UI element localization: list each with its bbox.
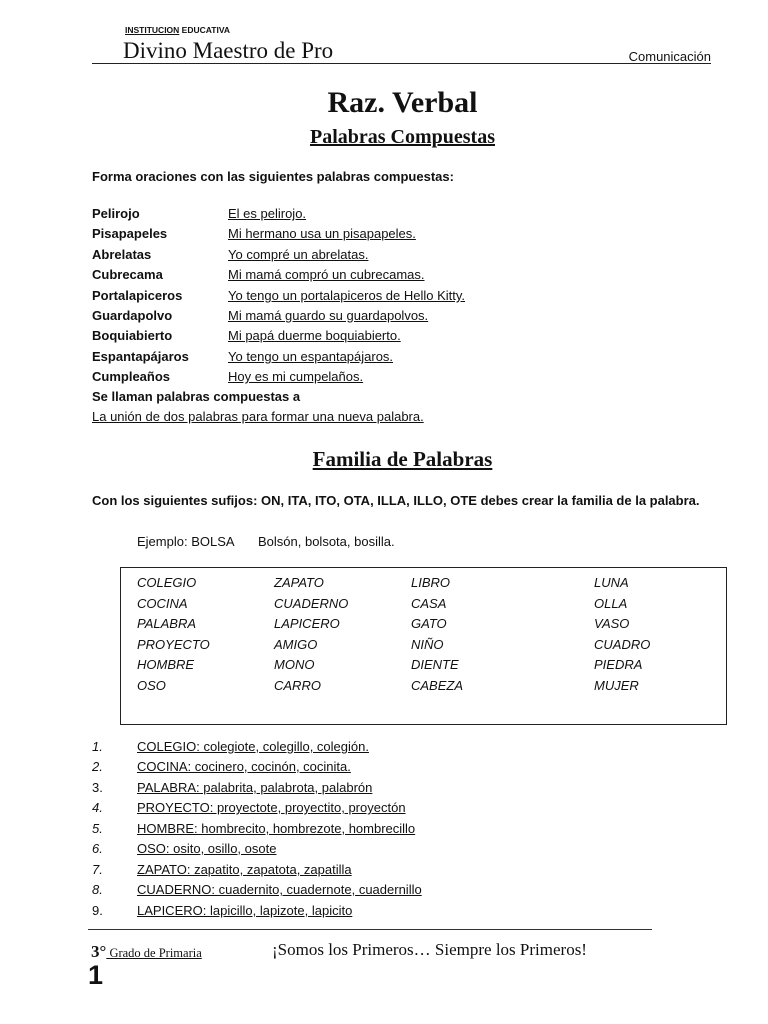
family-answer: HOMBRE: hombrecito, hombrezote, hombrecillo: [137, 821, 416, 836]
grade-label: [91, 942, 202, 962]
list-number: 9.: [92, 903, 103, 918]
box-word: CUADRO: [594, 637, 651, 652]
header-divider: [92, 63, 711, 64]
box-word: DIENTE: [411, 657, 459, 672]
box-word: GATO: [411, 616, 447, 631]
example-sentence: Mi mamá guardo su guardapolvos.: [228, 308, 429, 323]
box-word: CARRO: [274, 678, 321, 693]
box-word: LAPICERO: [274, 616, 340, 631]
list-number: 8.: [92, 882, 103, 897]
example-sentence: Mi hermano usa un pisapapeles.: [228, 226, 416, 241]
compound-word: Cubrecama: [92, 267, 163, 282]
box-word: AMIGO: [274, 637, 318, 652]
compound-word: Cumpleaños: [92, 369, 171, 384]
list-number: 3.: [92, 780, 103, 795]
box-word: COLEGIO: [137, 575, 197, 590]
definition-answer: La unión de dos palabras para formar una nueva palabra.: [92, 409, 424, 424]
section2-instruction: Con los siguientes sufijos: ON, ITA, ITO, OTA, ILLA, ILLO, OTE debes crear la familia de la palabra.: [92, 493, 700, 508]
example-words: Bolsón, bolsota, bosilla.: [258, 534, 395, 549]
definition-question: Se llaman palabras compuestas a: [92, 389, 301, 404]
list-number: 4.: [92, 800, 103, 815]
institution-label: [125, 25, 230, 35]
example-sentence: Yo tengo un espantapájaros.: [228, 349, 394, 364]
example-sentence: Yo tengo un portalapiceros de Hello Kitty.: [228, 288, 466, 303]
box-word: OLLA: [594, 596, 628, 611]
example-sentence: El es pelirojo.: [228, 206, 307, 221]
footer-slogan: ¡Somos los Primeros… Siempre los Primeros!: [272, 940, 587, 959]
compound-word: Boquiabierto: [92, 328, 173, 343]
educativa-word: EDUCATIVA: [179, 25, 230, 35]
compound-word: Espantapájaros: [92, 349, 189, 364]
subject-label: Comunicación: [628, 49, 711, 64]
list-number: 1.: [92, 739, 103, 754]
box-word: CABEZA: [411, 678, 464, 693]
compound-word: Pelirojo: [92, 206, 140, 221]
box-word: MONO: [274, 657, 315, 672]
family-answer: ZAPATO: zapatito, zapatota, zapatilla: [137, 862, 352, 877]
box-word: LUNA: [594, 575, 629, 590]
family-answer: OSO: osito, osillo, osote: [137, 841, 277, 856]
section1-instruction: Forma oraciones con las siguientes palabras compuestas:: [92, 169, 454, 184]
family-answer: PROYECTO: proyectote, proyectito, proyectón: [137, 800, 406, 815]
list-number: 7.: [92, 862, 103, 877]
box-word: PROYECTO: [137, 637, 210, 652]
list-number: 5.: [92, 821, 103, 836]
box-word: OSO: [137, 678, 166, 693]
page-title: Raz. Verbal: [327, 86, 478, 119]
compound-word: Pisapapeles: [92, 226, 168, 241]
institution-word: INSTITUCION: [125, 25, 180, 35]
box-word: CUADERNO: [274, 596, 349, 611]
box-word: COCINA: [137, 596, 188, 611]
example-sentence: Mi papá duerme boquiabierto.: [228, 328, 401, 343]
example-label: Ejemplo: BOLSA: [137, 534, 235, 549]
family-answer: LAPICERO: lapicillo, lapizote, lapicito: [137, 903, 353, 918]
box-word: CASA: [411, 596, 447, 611]
compound-word: Abrelatas: [92, 247, 152, 262]
page-number: 1: [88, 960, 104, 990]
example-sentence: Yo compré un abrelatas.: [228, 247, 369, 262]
box-word: VASO: [594, 616, 630, 631]
box-word: PIEDRA: [594, 657, 643, 672]
grade-number: 3°: [91, 942, 107, 961]
school-name: Divino Maestro de Pro: [123, 38, 334, 63]
box-word: MUJER: [594, 678, 639, 693]
compound-word: Portalapiceros: [92, 288, 183, 303]
family-answer: COLEGIO: colegiote, colegillo, colegión.: [137, 739, 369, 754]
list-number: 6.: [92, 841, 103, 856]
section2-title: Familia de Palabras: [312, 447, 493, 471]
box-word: PALABRA: [137, 616, 197, 631]
family-answer: CUADERNO: cuadernito, cuadernote, cuadernillo: [137, 882, 422, 897]
compound-word: Guardapolvo: [92, 308, 173, 323]
box-word: LIBRO: [411, 575, 451, 590]
section1-subtitle: Palabras Compuestas: [309, 126, 495, 148]
footer-divider: [88, 929, 652, 930]
example-sentence: Hoy es mi cumpelaños.: [228, 369, 364, 384]
family-answer: PALABRA: palabrita, palabrota, palabrón: [137, 780, 373, 795]
family-answer: COCINA: cocinero, cocinón, cocinita.: [137, 759, 351, 774]
box-word: ZAPATO: [274, 575, 324, 590]
grade-text: Grado de Primaria: [106, 946, 202, 960]
box-word: NIÑO: [411, 637, 444, 652]
list-number: 2.: [92, 759, 103, 774]
example-sentence: Mi mamá compró un cubrecamas.: [228, 267, 425, 282]
box-word: HOMBRE: [137, 657, 195, 672]
